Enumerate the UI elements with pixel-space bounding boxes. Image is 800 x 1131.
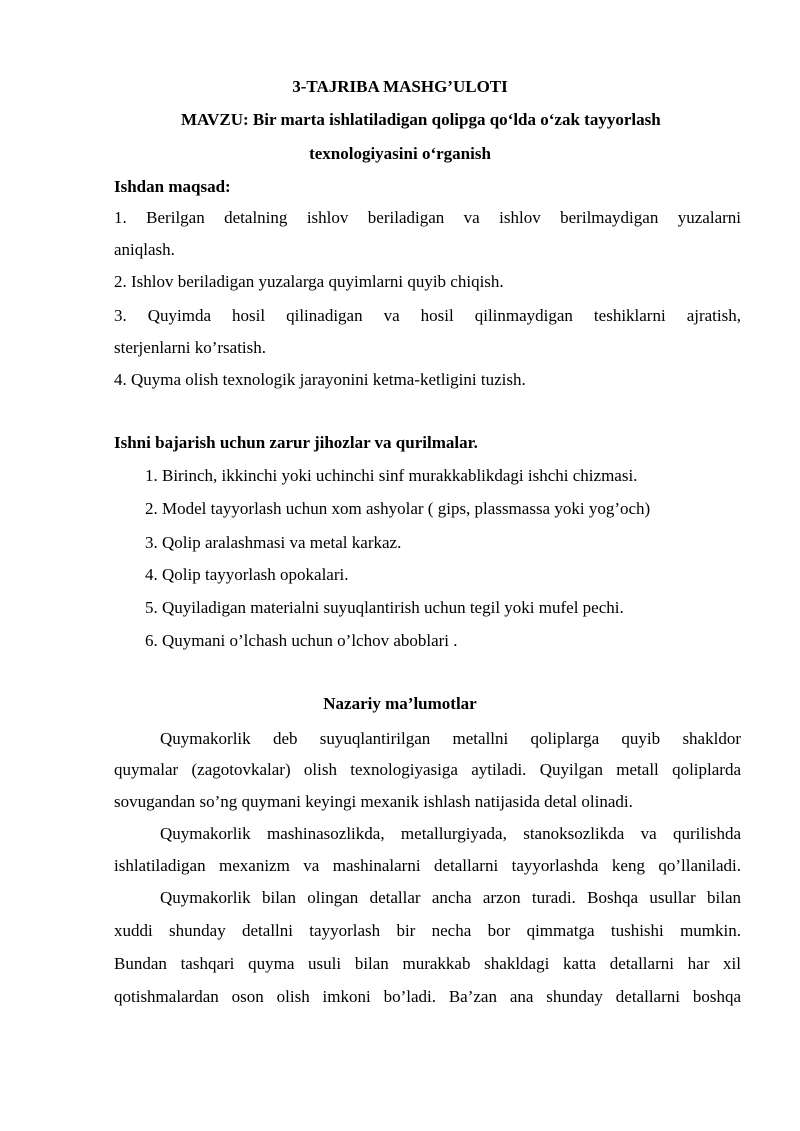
theory-line: sovugandan so’ng quymani keyingi mexanik ishlash natijasida detal olinadi. [114, 792, 633, 811]
equipment-heading: Ishni bajarish uchun zarur jihozlar va qurilmalar. [114, 433, 478, 452]
goal-line: sterjenlarni ko’rsatish. [114, 338, 267, 357]
document-title: 3-TAJRIBA MASHG’ULOTI [292, 77, 508, 96]
equipment-item: 5. Quyiladigan materialni suyuqlantirish uchun tegil yoki mufel pechi. [145, 598, 624, 617]
theory-line: Quymakorlik bilan olingan detallar ancha arzon turadi. Boshqa usullar bilan [160, 888, 741, 907]
equipment-item: 6. Quymani o’lchash uchun o’lchov aboblari . [145, 631, 458, 650]
goal-line: 3. Quyimda hosil qilinadigan va hosil qilinmaydigan teshiklarni ajratish, [114, 306, 741, 325]
theory-line: Bundan tashqari quyma usuli bilan murakkab shakldagi katta detallarni har xil [114, 954, 741, 973]
equipment-item: 3. Qolip aralashmasi va metal karkaz. [145, 533, 402, 552]
goal-line: 4. Quyma olish texnologik jarayonini ketma-ketligini tuzish. [114, 370, 526, 389]
goal-line: aniqlash. [114, 240, 175, 259]
goal-line: 1. Berilgan detalning ishlov beriladigan va ishlov berilmaydigan yuzalarni [114, 208, 741, 227]
theory-line: Quymakorlik deb suyuqlantirilgan metallni qoliplarga quyib shakldor [160, 729, 741, 748]
theory-line: quymalar (zagotovkalar) olish texnologiyasiga aytiladi. Quyilgan metall qoliplarda [114, 760, 741, 779]
goals-heading: Ishdan maqsad: [114, 177, 231, 196]
theory-heading: Nazariy ma’lumotlar [323, 694, 477, 713]
topic-line-1: MAVZU: Bir marta ishlatiladigan qolipga qo‘lda o‘zak tayyorlash [181, 110, 661, 129]
theory-line: ishlatiladigan mexanizm va mashinalarni detallarni tayyorlashda keng qo’llaniladi. [114, 856, 741, 875]
theory-line: Quymakorlik mashinasozlikda, metallurgiyada, stanoksozlikda va qurilishda [160, 824, 741, 843]
theory-line: qotishmalardan oson olish imkoni bo’ladi. Ba’zan ana shunday detallarni boshqa [114, 987, 741, 1006]
goal-line: 2. Ishlov beriladigan yuzalarga quyimlarni quyib chiqish. [114, 272, 504, 291]
equipment-item: 4. Qolip tayyorlash opokalari. [145, 565, 349, 584]
theory-line: xuddi shunday detallni tayyorlash bir necha bor qimmatga tushishi mumkin. [114, 921, 741, 940]
equipment-item: 1. Birinch, ikkinchi yoki uchinchi sinf murakkablikdagi ishchi chizmasi. [145, 466, 638, 485]
topic-line-2: texnologiyasini o‘rganish [309, 144, 491, 163]
equipment-item: 2. Model tayyorlash uchun xom ashyolar ( gips, plassmassa yoki yog’och) [145, 499, 651, 518]
